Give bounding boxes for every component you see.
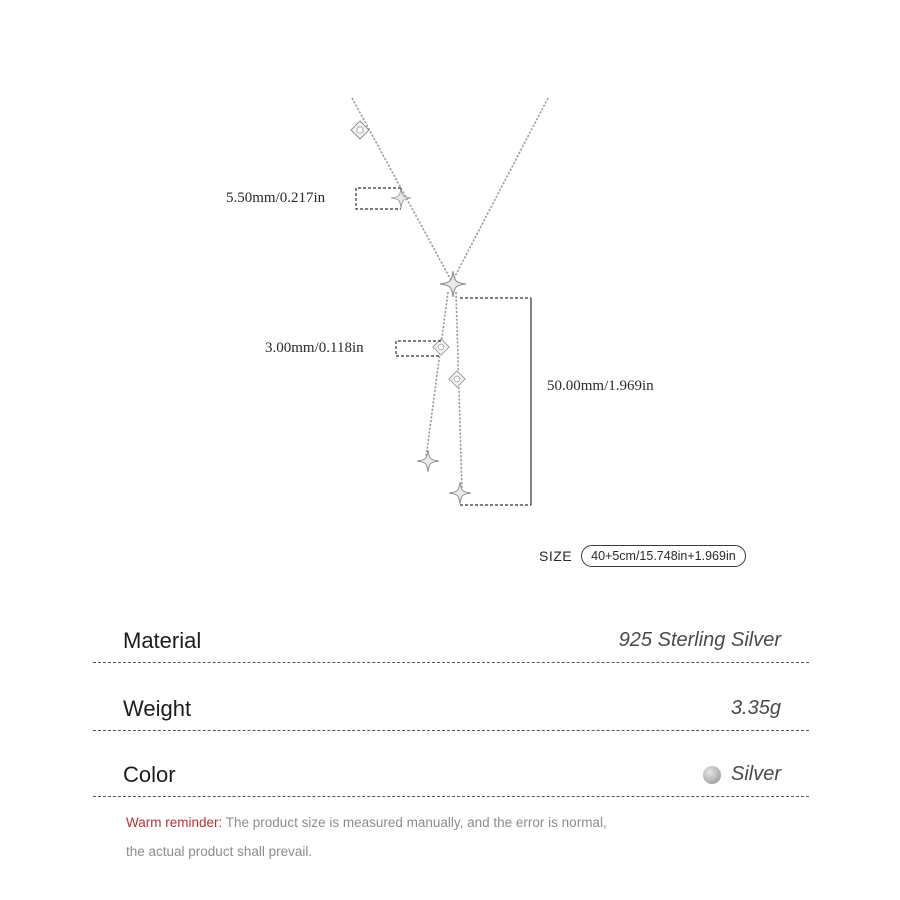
spec-value: 3.35g xyxy=(730,697,781,719)
spec-row-material xyxy=(93,622,809,663)
star-pendant-icon xyxy=(440,271,466,297)
note-line-1: The product size is measured manually, and the error is normal, xyxy=(222,815,607,830)
tassel-length-dimension: 50.00mm/1.969in xyxy=(547,378,654,394)
size-label: SIZE xyxy=(539,548,573,564)
crystal-charm-icon xyxy=(351,121,369,139)
spec-row-weight xyxy=(93,690,809,731)
star-charm-icon xyxy=(417,450,439,472)
spec-value: Silver xyxy=(703,763,781,786)
small-charm-dimension: 3.00mm/0.118in xyxy=(265,340,364,356)
spec-row-color xyxy=(93,756,809,797)
size-row xyxy=(539,543,746,569)
spec-key: Material xyxy=(123,628,202,653)
star-charm-icon xyxy=(391,188,411,208)
note-line-2: the actual product shall prevail. xyxy=(126,844,313,859)
warm-reminder-note xyxy=(126,815,607,830)
star-charm-icon xyxy=(449,482,471,504)
chain xyxy=(352,98,548,490)
top-star-dimension: 5.50mm/0.217in xyxy=(226,190,326,206)
crystal-charm-icon xyxy=(449,371,465,387)
color-swatch-icon xyxy=(703,766,721,784)
size-value-badge: 40+5cm/15.748in+1.969in xyxy=(581,545,746,567)
warning-label: Warm reminder: xyxy=(126,815,223,830)
spec-value: 925 Sterling Silver xyxy=(618,629,781,651)
spec-key: Weight xyxy=(123,696,192,721)
spec-key: Color xyxy=(123,762,176,787)
